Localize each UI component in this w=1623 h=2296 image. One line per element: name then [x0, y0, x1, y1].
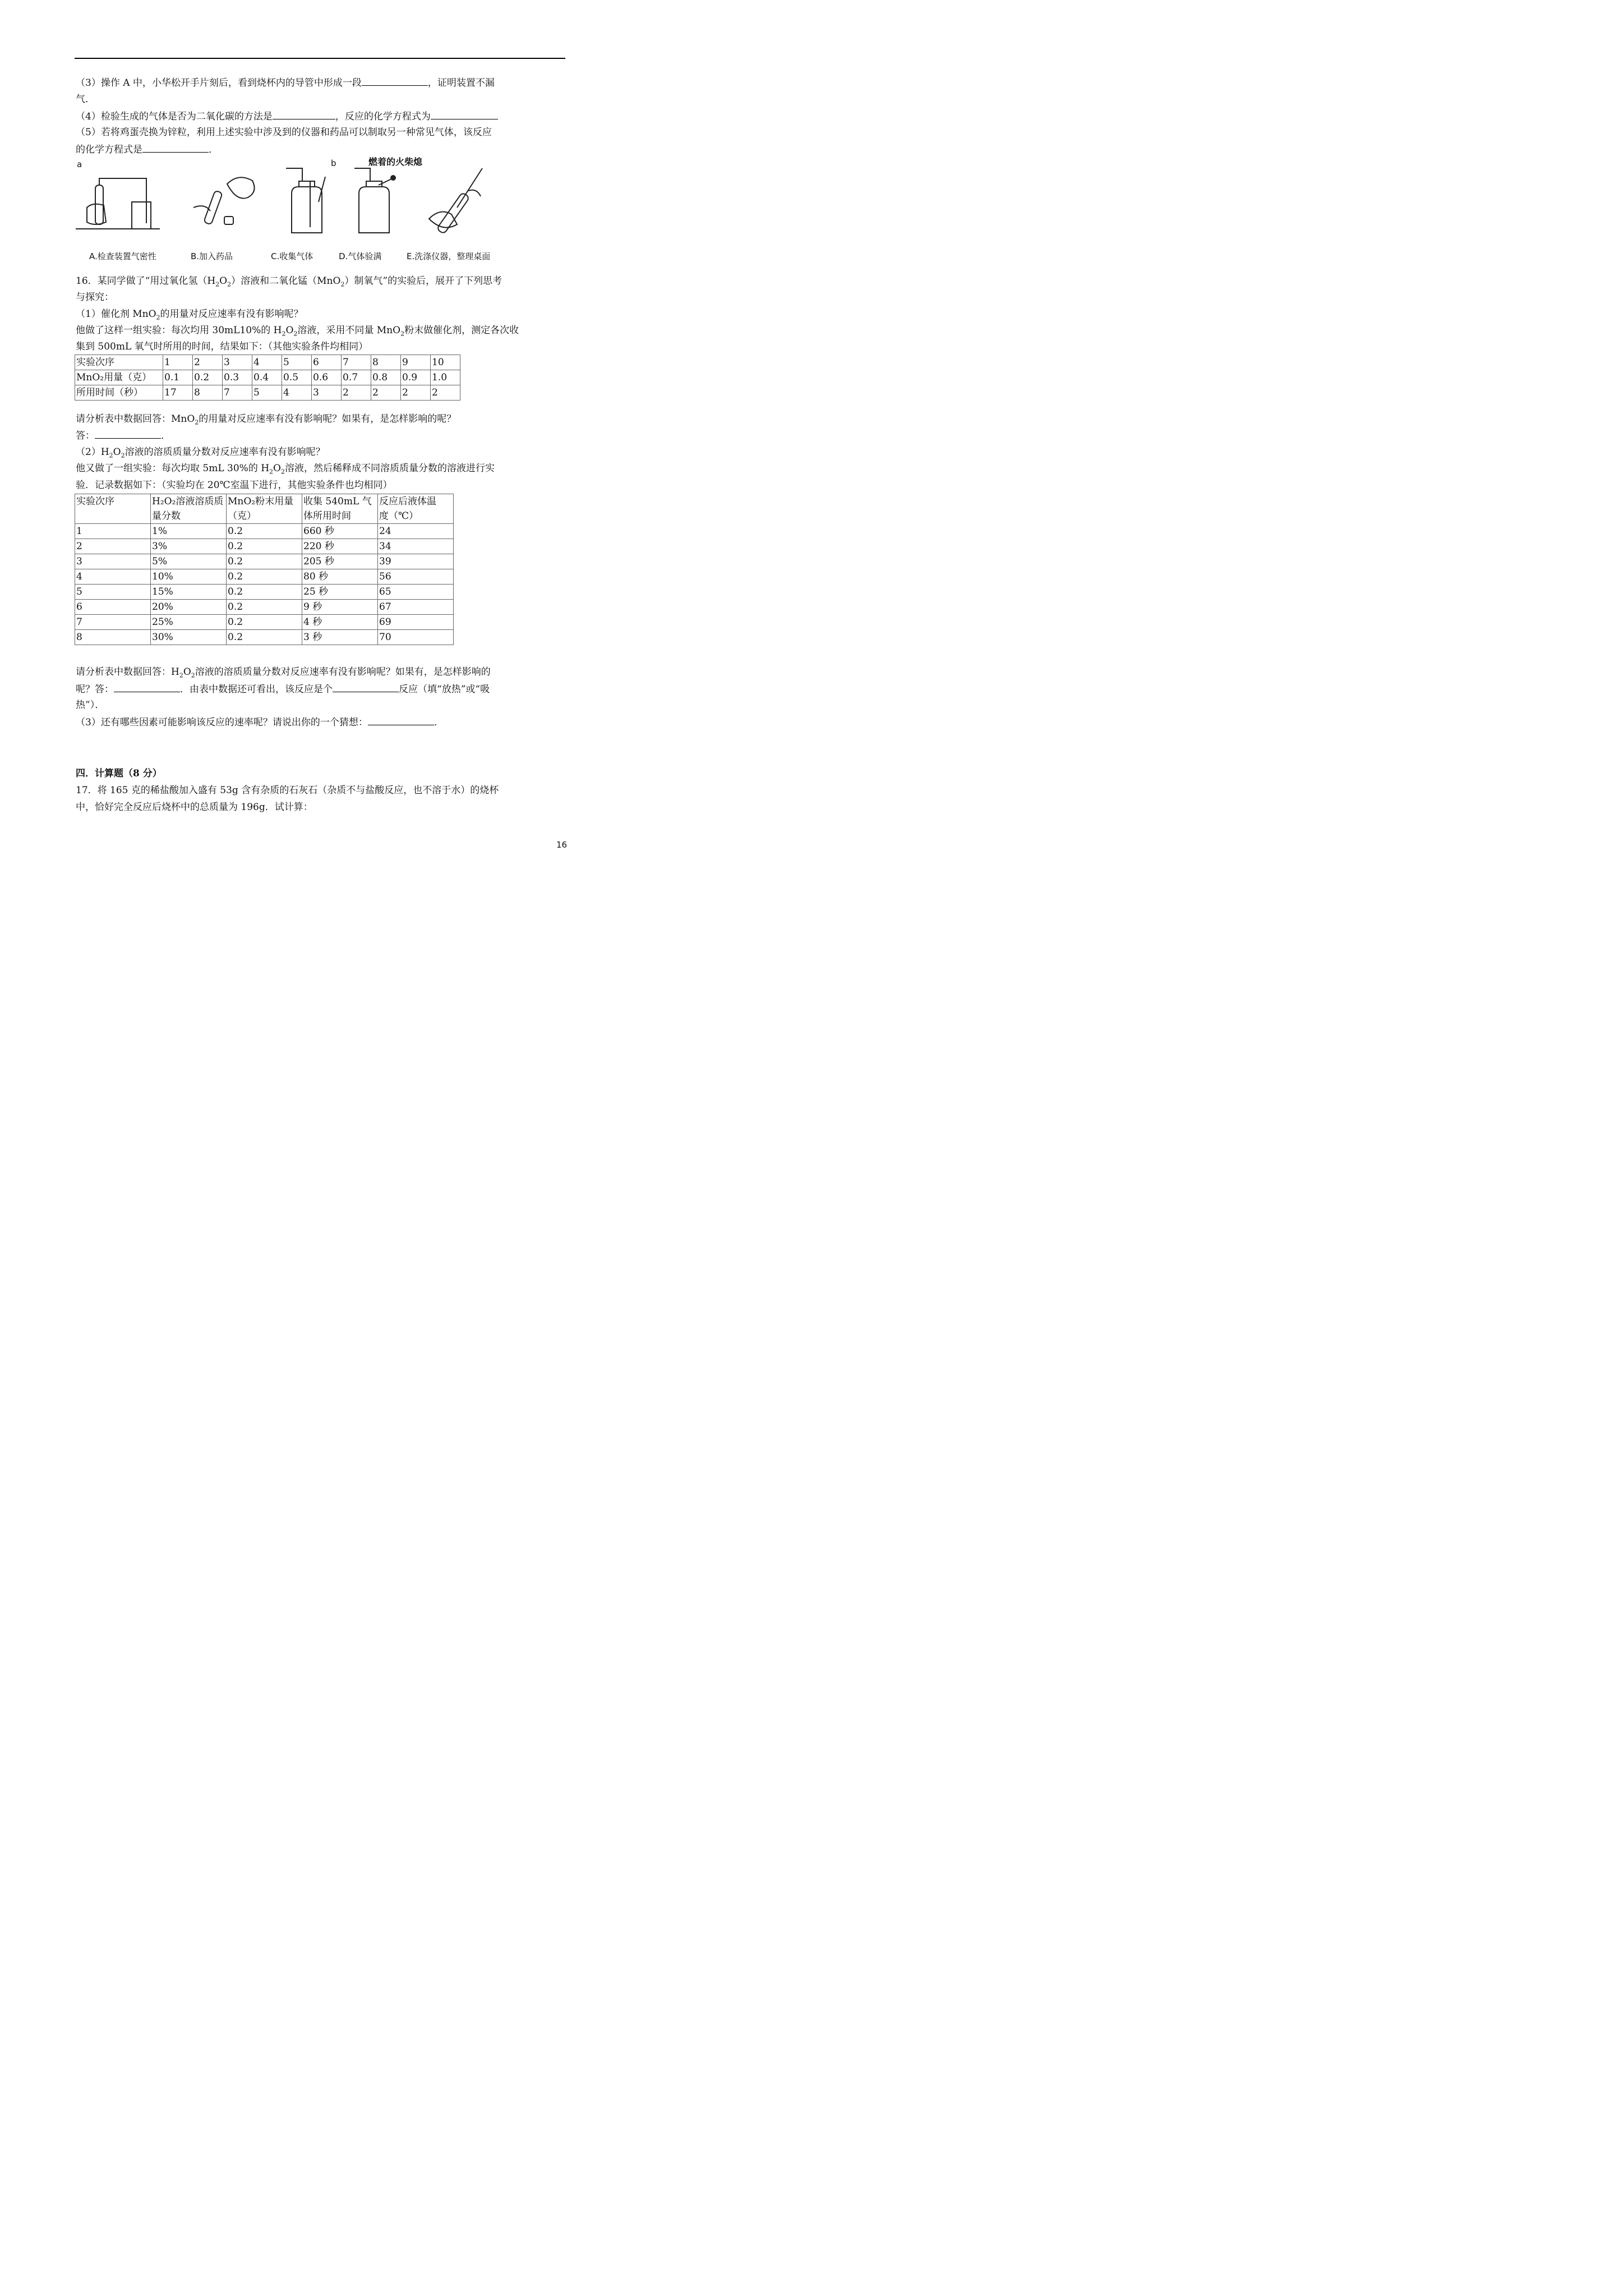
table-cell: 10%	[151, 569, 227, 585]
table-cell: 660 秒	[302, 524, 378, 539]
table-row	[75, 615, 454, 630]
answer-blank[interactable]	[142, 142, 209, 153]
q15-part5-line1: （5）若将鸡蛋壳换为锌粒，利用上述实验中涉及到的仪器和药品可以制取另一种常见气体，该反应	[76, 127, 492, 138]
table-row	[75, 630, 454, 645]
table-cell: 0.2	[227, 615, 302, 630]
table-cell: 2	[193, 355, 223, 370]
table-cell: 6	[75, 600, 151, 615]
q17-line2: 中，恰好完全反应后烧杯中的总质量为 196g．试计算：	[76, 802, 313, 813]
table-cell: 0.2	[227, 539, 302, 554]
q16-part2-desc2: 验．记录数据如下：（实验均在 20℃室温下进行，其他实验条件也均相同）	[76, 480, 393, 491]
q15-part5-line2: 的化学方程式是 ．	[76, 142, 218, 157]
table-cell: 7	[342, 355, 371, 370]
caption-b: B.加入药品	[191, 251, 233, 261]
table-cell: 7	[223, 385, 252, 401]
table-cell: 0.2	[227, 524, 302, 539]
table-cell: 67	[378, 600, 454, 615]
header-mno2-amount: MnO₂粉末用量 （克）	[227, 494, 302, 524]
header-concentration: H₂O₂溶液溶质质 量分数	[151, 494, 227, 524]
table-row	[75, 554, 454, 569]
table-cell: 69	[378, 615, 454, 630]
q16-part2-title: $(2)H_2O_2$溶液的溶质质量分数对反应速率有没有影响呢？	[76, 447, 325, 459]
table-cell: 0.2	[227, 569, 302, 585]
table-cell: 0.6	[312, 370, 342, 385]
q16-part2-question-line1: 请分析表中数据回答：$H_2O_2$溶液的溶质质量分数对反应速率有没有影响呢？如果有，是怎样影响的	[76, 666, 491, 679]
table-cell: 1	[163, 355, 193, 370]
table-cell: 9 秒	[302, 600, 378, 615]
table-cell: 39	[378, 554, 454, 569]
table-cell: 0.5	[282, 370, 312, 385]
q15-part4: （4）检验生成的气体是否为二氧化碳的方法是 ，反应的化学方程式为	[76, 109, 498, 124]
table-cell: 0.2	[193, 370, 223, 385]
table-cell: 7	[75, 615, 151, 630]
table-cell: 8	[371, 355, 401, 370]
table-cell: 5	[75, 585, 151, 600]
table-cell: 0.2	[227, 554, 302, 569]
table-cell: 6	[312, 355, 342, 370]
table-cell: 0.7	[342, 370, 371, 385]
table-cell: 0.1	[163, 370, 193, 385]
q17-line1: 17．将 165 克的稀盐酸加入盛有 53g 含有杂质的石灰石（杂质不与盐酸反应，也不溶于水）的烧杯	[76, 785, 499, 796]
burning-match-label: 燃着的火柴熄	[368, 157, 423, 167]
table-cell: 4 秒	[302, 615, 378, 630]
q16-part2-question-line2: 呢？答： ．由表中数据还可看出，该反应是个 反应（填“放热”或“吸	[76, 682, 490, 697]
table-cell: 25%	[151, 615, 227, 630]
q16-intro-line2: 与探究：	[76, 292, 114, 303]
answer-blank[interactable]	[431, 109, 498, 119]
table-cell: 2	[371, 385, 401, 401]
answer-blank[interactable]	[333, 682, 399, 692]
answer-blank[interactable]	[362, 75, 428, 86]
table-row	[75, 370, 460, 385]
table-cell: 3	[75, 554, 151, 569]
table-row	[75, 539, 454, 554]
section4-heading: 四．计算题（8 分）	[76, 768, 162, 779]
table-cell: 4	[75, 569, 151, 585]
airtightness-check-illustration	[76, 178, 160, 229]
table-cell: 3%	[151, 539, 227, 554]
table-cell: 0.2	[227, 630, 302, 645]
table-cell: 0.9	[401, 370, 431, 385]
table-cell: 70	[378, 630, 454, 645]
q16-part1-desc2: 集到 500mL 氧气时所用的时间，结果如下：（其他实验条件均相同）	[76, 341, 368, 352]
table-cell: 220 秒	[302, 539, 378, 554]
q15-part3-line2: 气．	[76, 94, 95, 105]
table-cell: 15%	[151, 585, 227, 600]
answer-blank[interactable]	[95, 428, 161, 439]
table-cell: 20%	[151, 600, 227, 615]
table-cell: 1	[75, 524, 151, 539]
gas-collection-illustration	[286, 168, 325, 233]
q16-part2-desc1: 他又做了一组实验：每次均取 5mL 30%的 $H_2O_2$溶液，然后稀释成不同溶质质量分数的溶液进行实	[76, 463, 495, 476]
header-temperature: 反应后液体温 度（℃）	[378, 494, 454, 524]
q16-part1-title: （1）催化剂 MnO$_2$的用量对反应速率有没有影响呢？	[76, 309, 303, 321]
table-cell: 4	[282, 385, 312, 401]
experiment-figure	[76, 157, 513, 264]
table-cell: 25 秒	[302, 585, 378, 600]
table-cell: 10	[431, 355, 460, 370]
row-label: 所用时间（秒）	[75, 385, 163, 401]
q16-part1-desc1: 他做了这样一组实验：每次均用 30mL10%的 $H_2O_2$溶液，采用不同量 MnO$_2$粉末做催化剂，测定各次收	[76, 325, 519, 338]
table-cell: 3	[312, 385, 342, 401]
table-cell: 2	[342, 385, 371, 401]
q16-part1-answer: 答： ．	[76, 428, 170, 443]
table-cell: 5	[282, 355, 312, 370]
table-cell: 56	[378, 569, 454, 585]
q16-part2-question-line3: 热”）．	[76, 700, 105, 711]
table-cell: 2	[401, 385, 431, 401]
table-row	[75, 569, 454, 585]
table-cell: 8	[193, 385, 223, 401]
table-cell: 65	[378, 585, 454, 600]
header-collection-time: 收集 540mL 气 体所用时间	[302, 494, 378, 524]
q16-part3: （3）还有哪些因素可能影响该反应的速率呢？请说出你的一个猜想： ．	[76, 715, 444, 730]
experiment-illustrations	[76, 157, 513, 250]
caption-d: D.气体验满	[339, 251, 382, 261]
table-cell: 8	[75, 630, 151, 645]
q16-intro-line1: 16．某同学做了“用过氧化氢$(H_2O_2)$溶液和二氧化锰（MnO$_2$）制氧气”的实验后，展开了下列思考	[76, 275, 502, 288]
table-catalyst-amount	[75, 355, 460, 401]
caption-a: A.检查装置气密性	[89, 251, 156, 261]
table-header-row	[75, 494, 454, 524]
table-cell: 9	[401, 355, 431, 370]
table-cell: 17	[163, 385, 193, 401]
table-row	[75, 524, 454, 539]
table-cell: 205 秒	[302, 554, 378, 569]
table-cell: 2	[431, 385, 460, 401]
page-number: 16	[556, 840, 568, 850]
row-label: MnO₂用量（克）	[75, 370, 163, 385]
answer-blank[interactable]	[273, 109, 335, 119]
table-cell: 1%	[151, 524, 227, 539]
table-cell: 5	[252, 385, 282, 401]
table-cell: 2	[75, 539, 151, 554]
table-row	[75, 385, 460, 401]
table-row	[75, 355, 460, 370]
table-cell: 0.4	[252, 370, 282, 385]
answer-blank[interactable]	[114, 682, 180, 692]
table-solution-concentration	[75, 494, 454, 645]
row-label: 实验次序	[75, 355, 163, 370]
table-cell: 5%	[151, 554, 227, 569]
table-cell: 34	[378, 539, 454, 554]
table-cell: 3	[223, 355, 252, 370]
q15-part3-line1: （3）操作 A 中，小华松开手片刻后，看到烧杯内的导管中形成一段 ，证明装置不漏	[76, 75, 495, 90]
adding-reagent-illustration	[193, 177, 255, 224]
table-row	[75, 585, 454, 600]
answer-blank[interactable]	[368, 715, 434, 725]
table-cell: 0.2	[227, 600, 302, 615]
table-cell: 80 秒	[302, 569, 378, 585]
table-cell: 3 秒	[302, 630, 378, 645]
table-cell: 0.3	[223, 370, 252, 385]
q16-part1-question: 请分析表中数据回答：MnO$_2$的用量对反应速率有没有影响呢？如果有，是怎样影响的呢？	[76, 413, 457, 426]
table-row	[75, 600, 454, 615]
table-cell: 24	[378, 524, 454, 539]
table-cell: 1.0	[431, 370, 460, 385]
label-a: a	[77, 159, 82, 169]
header-rule	[75, 58, 565, 59]
table-cell: 0.2	[227, 585, 302, 600]
header-order: 实验次序	[75, 494, 151, 524]
table-cell: 0.8	[371, 370, 401, 385]
table-cell: 30%	[151, 630, 227, 645]
caption-c: C.收集气体	[271, 251, 313, 261]
gas-full-check-illustration	[354, 168, 395, 233]
label-b: b	[331, 158, 336, 168]
washing-instruments-illustration	[429, 168, 482, 234]
caption-e: E.洗涤仪器，整理桌面	[407, 251, 491, 261]
table-cell: 4	[252, 355, 282, 370]
